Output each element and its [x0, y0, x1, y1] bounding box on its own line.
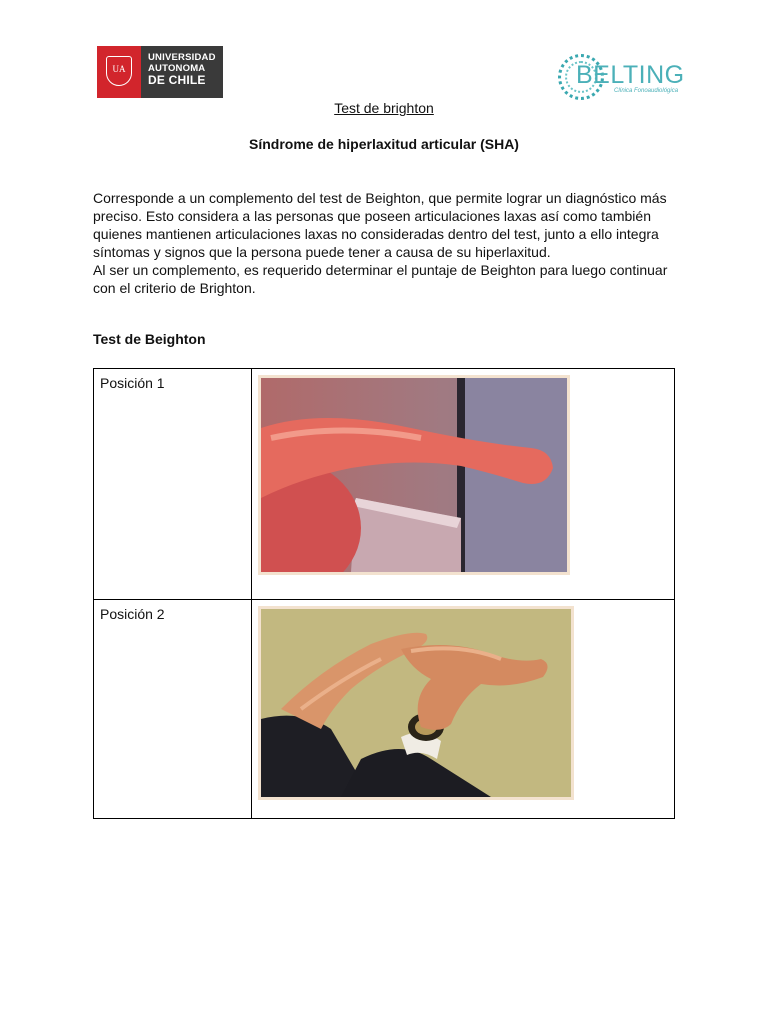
section-title: Test de Beighton: [93, 331, 206, 347]
ua-shield-icon: UA: [97, 46, 141, 98]
position-image-cell: [252, 600, 675, 819]
elbow-hyperextension-photo: [258, 375, 570, 575]
position-label: Posición 1: [94, 369, 252, 600]
finger-hyperextension-photo: [258, 606, 574, 800]
table-row: [94, 369, 675, 600]
intro-paragraph-1: Corresponde a un complemento del test de Beighton, que permite lograr un diagnóstico más preciso. Esto considera a las personas que poseen articulaciones laxas así como también quienes mantienen articulaciones laxas no consideradas dentro del test, junto a ello integra síntomas y signos que la persona puede tener a causa de su hiperlaxitud.: [93, 190, 667, 260]
position-image-cell: [252, 369, 675, 600]
positions-table: [93, 368, 675, 819]
document-subtitle: Síndrome de hiperlaxitud articular (SHA): [249, 136, 519, 152]
document-title: Test de brighton: [334, 100, 434, 116]
universidad-autonoma-logo: [97, 46, 223, 98]
intro-paragraph-2: Al ser un complemento, es requerido determinar el puntaje de Beighton para luego continuar con el criterio de Brighton.: [93, 262, 668, 296]
ua-logo-wordmark: UNIVERSIDAD AUTONOMA DE CHILE: [141, 46, 223, 98]
position-label: Posición 2: [94, 600, 252, 819]
belting-logo: BELTING Clínica Fonoaudiológica: [556, 52, 682, 104]
intro-text: [93, 189, 693, 297]
table-row: [94, 600, 675, 819]
